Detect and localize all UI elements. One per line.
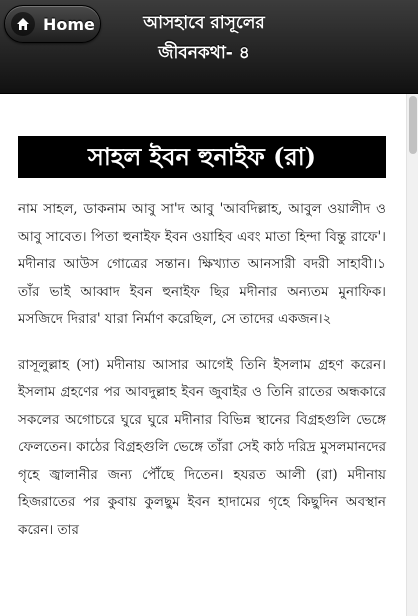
title-line-2: জীবনকথা- ৪ [158, 43, 250, 63]
title-line-1: আসহাবে রাসূলের [143, 13, 265, 33]
home-label: Home [43, 14, 95, 34]
article-heading: সাহল ইবন হুনাইফ (রা) [18, 136, 386, 178]
vertical-scrollbar[interactable] [406, 94, 418, 616]
home-icon [11, 12, 35, 36]
home-button[interactable] [4, 5, 101, 43]
article-paragraph-1: নাম সাহল, ডাকনাম আবু সা'দ আবু 'আবদিল্লাহ, আবুল ওয়ালীদ ও আবু সাবেত। পিতা হুনাইফ ইবন ওয়াহিব এবং মাতা হিন্দা বিন্তু রাফে'। মদীনার আউস গোত্রের সন্তান। ক্ষিখ্যাত আনসারী বদরী সাহাবী।১ তাঁর ভাই আব্বাদ ইবন হুনাইফ ছির মদীনার অন্যতম মুনাফিক। মসজিদে দিরার' যারা নির্মাণ করেছিল, সে তাদের একজন।২ [18, 201, 386, 327]
header-bar [0, 0, 418, 94]
page-title [104, 8, 304, 68]
article-paragraph-2: রাসূলুল্লাহ (সা) মদীনায় আসার আগেই তিনি ইসলাম গ্রহণ করেন। ইসলাম গ্রহণের পর আবদুল্লাহ ইবন জুবাইর ও তিনি রাতের অন্ধকারে সকলের অগোচরে ঘুরে ঘুরে মদীনার বিভিন্ন স্থানের বিগ্রহগুলি ভেঙ্গে ফেলতেন। কাঠের বিগ্রহগুলি ভেঙ্গে তাঁরা সেই কাঠ দরিদ্র মুসলমানদের গৃহে জ্বালানীর জন্য পৌঁছে দিতেন। হযরত আলী (রা) মদীনায় হিজরাতের পর কুবায় কুলছুম ইবন হাদামের গৃহে কিছুদিন অবস্থান করেন। তার [18, 356, 386, 538]
scrollbar-thumb[interactable] [409, 96, 417, 154]
article-content [0, 94, 406, 616]
